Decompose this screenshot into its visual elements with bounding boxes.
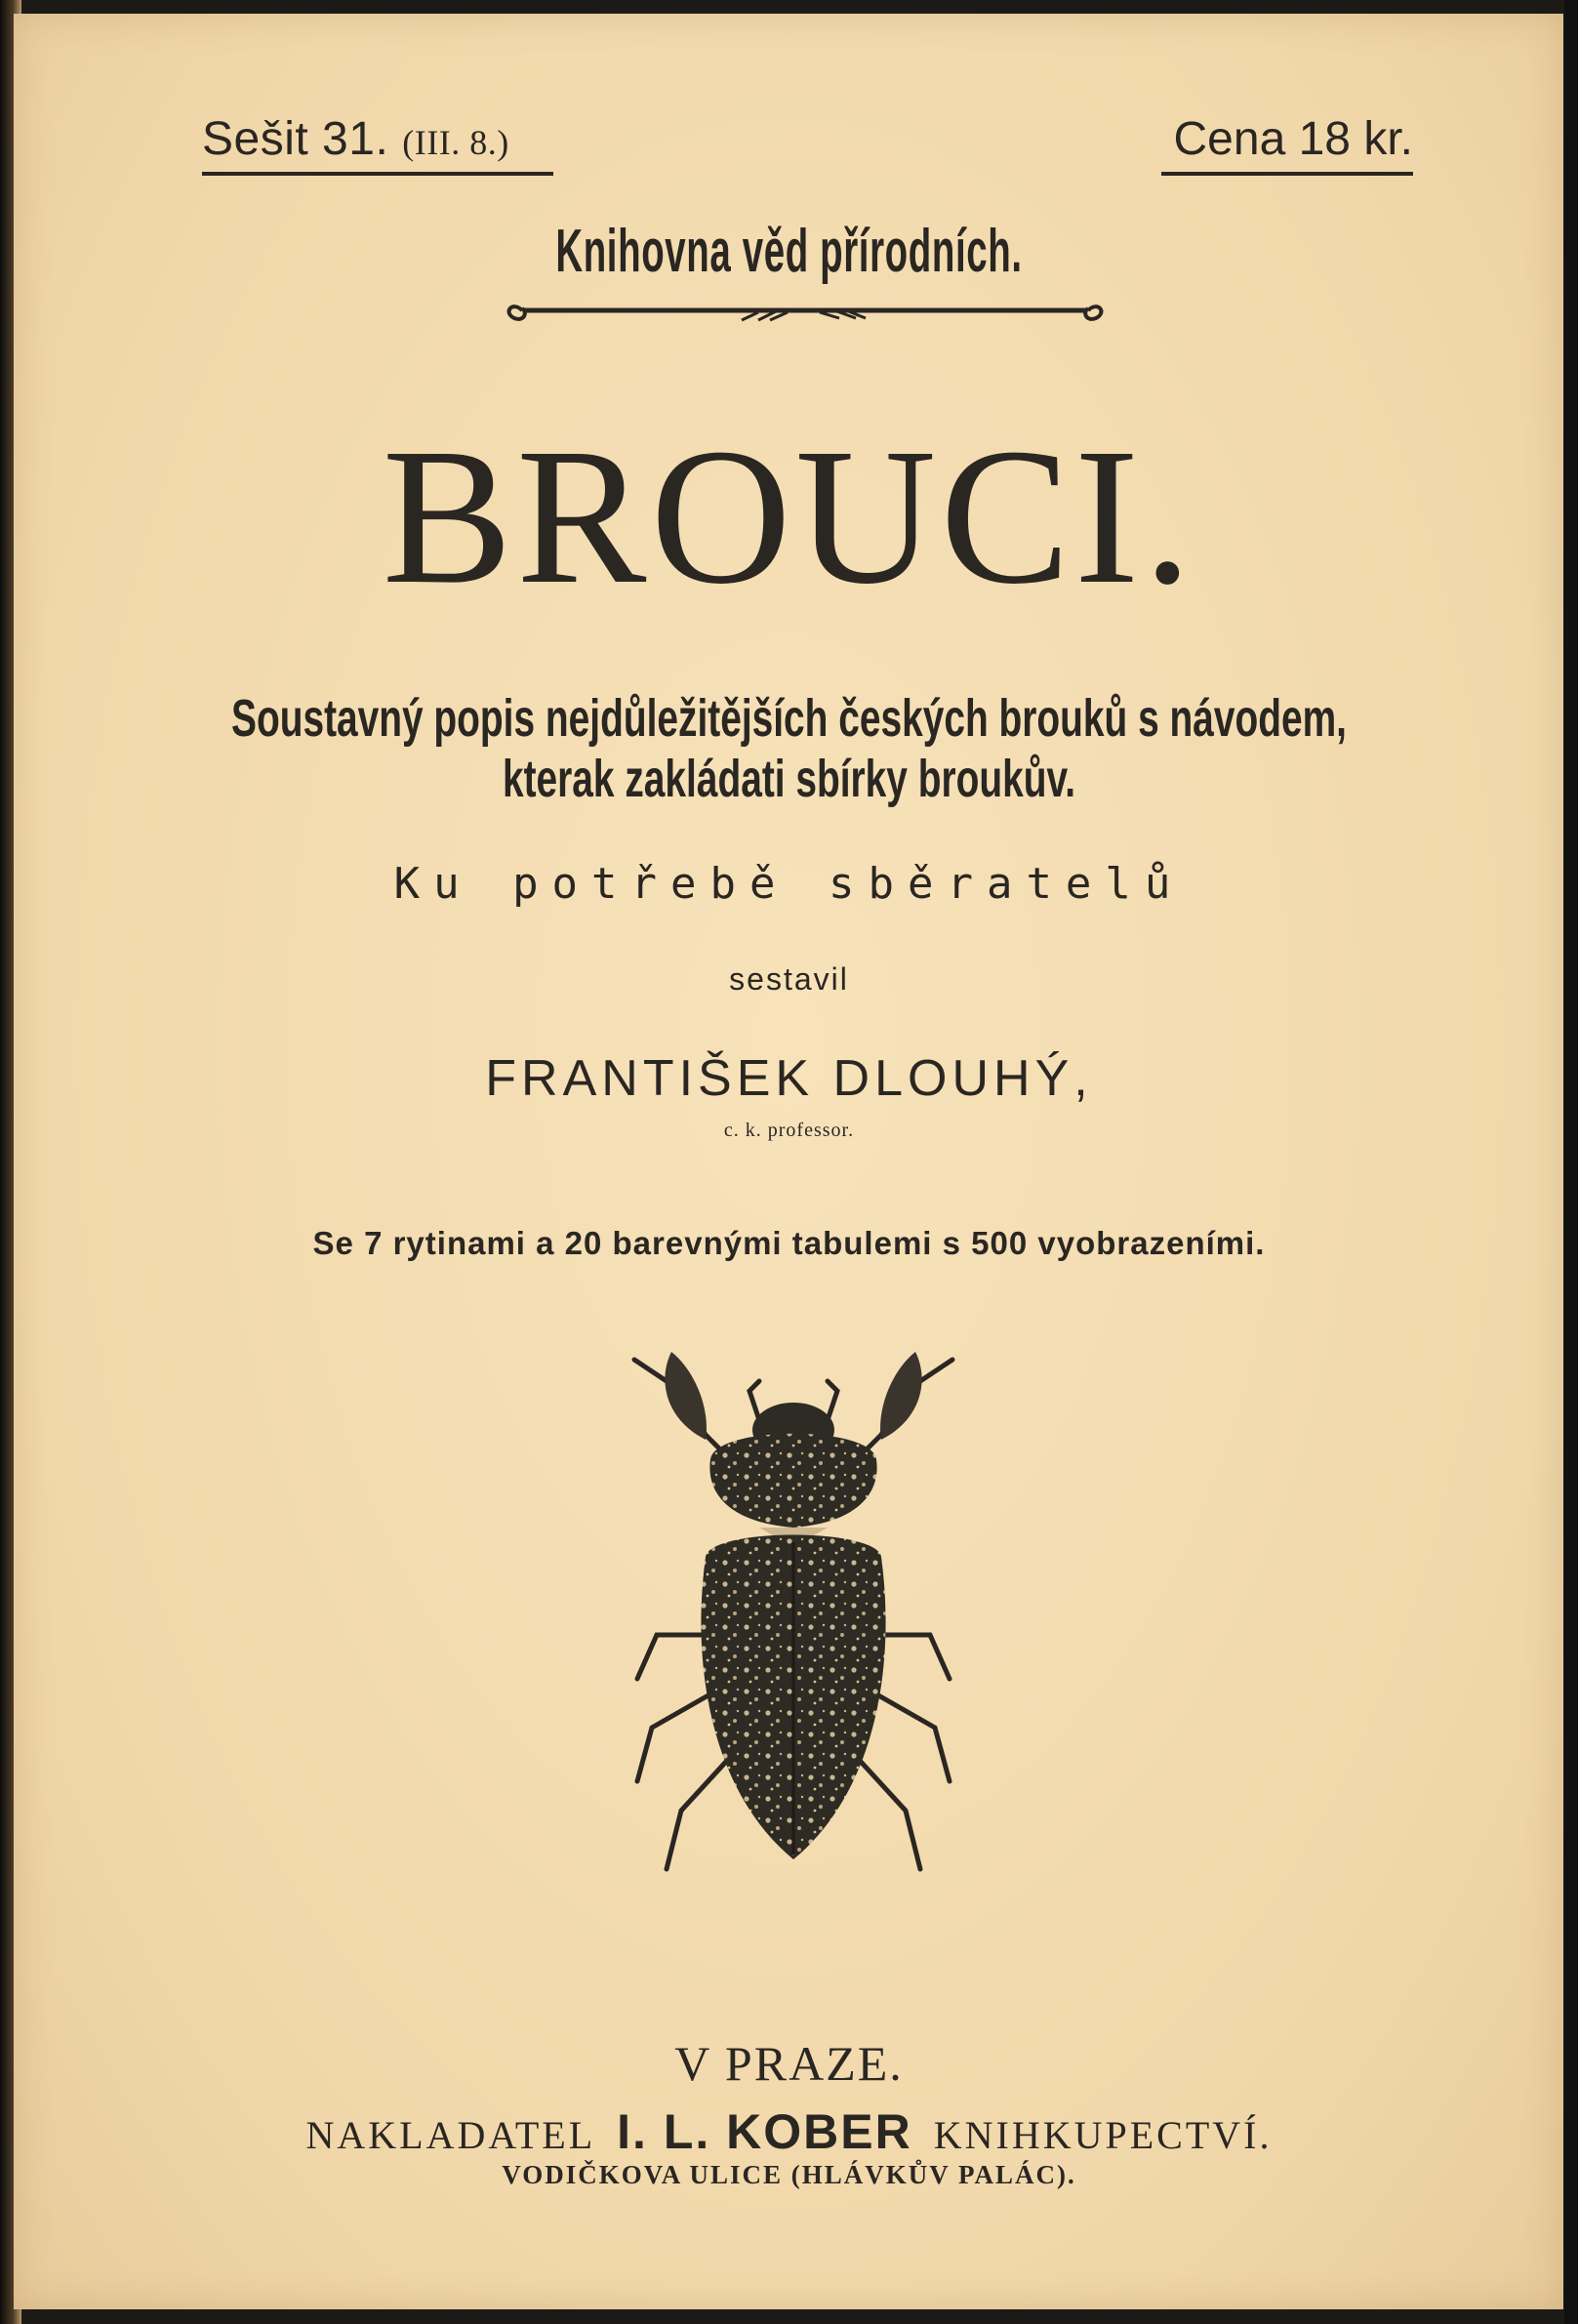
title-page — [14, 14, 1563, 2309]
compiler-label: sestavil — [729, 961, 849, 997]
subtitle-line-1: Soustavný popis nejdůležitějších českých brouků s návodem, — [231, 689, 1347, 748]
subtitle-line-2: kterak zakládati sbírky broukův. — [502, 750, 1076, 808]
issue-label: Sešit 31. — [202, 113, 389, 165]
flourish-divider-icon — [503, 293, 1108, 328]
scan-border — [1564, 0, 1578, 2324]
publisher-address: VODIČKOVA ULICE (HLÁVKŮV PALÁC). — [502, 2160, 1076, 2189]
author-name: FRANTIŠEK DLOUHÝ, — [485, 1050, 1093, 1107]
beetle-illustration-icon — [613, 1342, 974, 1908]
series-title: Knihovna věd přírodních. — [555, 218, 1023, 285]
publisher-name: I. L. KOBER — [617, 2104, 912, 2159]
publisher-suffix: KNIHKUPECTVÍ. — [933, 2113, 1273, 2157]
imprint-place: V PRAZE. — [674, 2036, 904, 2091]
price-label: Cena 18 kr. — [1161, 112, 1413, 176]
illustrations-note: Se 7 rytinami a 20 barevnými tabulemi s 500 vyobrazeními. — [312, 1225, 1266, 1261]
subtitle — [221, 688, 1356, 809]
book-title: BROUCI. — [382, 409, 1196, 625]
issue-sub-label: (III. 8.) — [402, 123, 509, 162]
audience-line: Ku potřebě sběratelů — [393, 859, 1185, 909]
publisher-line — [0, 2103, 1578, 2160]
author-title: c. k. professor. — [723, 1120, 855, 1141]
issue-number — [202, 112, 553, 176]
publisher-prefix: NAKLADATEL — [305, 2113, 596, 2157]
